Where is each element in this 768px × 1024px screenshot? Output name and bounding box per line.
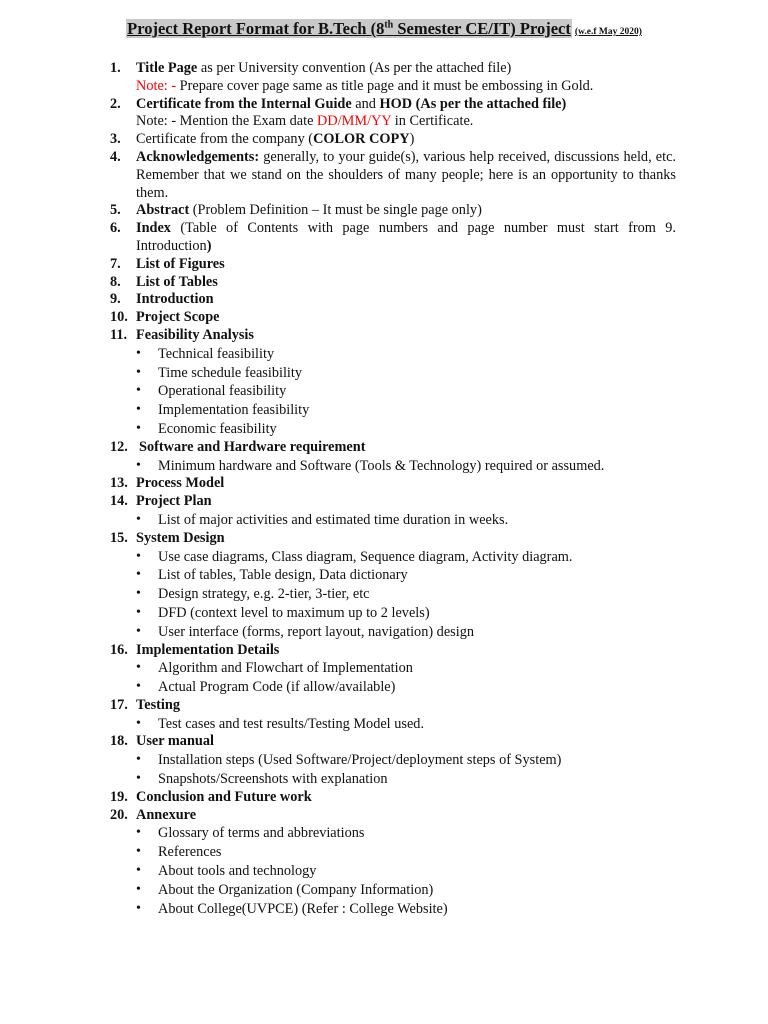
item-number: 8. (110, 273, 121, 290)
list-item-7 (0, 256, 768, 274)
item-heading: Index (136, 220, 171, 237)
item-number: 14. (110, 493, 128, 510)
bullet-icon: • (136, 679, 141, 695)
list-item-11 (0, 327, 768, 345)
sub-item-text: Implementation feasibility (158, 402, 310, 419)
item-heading: Introduction (136, 291, 214, 308)
bullet-icon: • (136, 511, 141, 527)
item-heading: Conclusion and Future work (136, 788, 312, 805)
list-item-13 (0, 475, 768, 493)
bullet-icon: • (136, 402, 141, 418)
sub-item-text: Glossary of terms and abbreviations (158, 825, 365, 842)
item-number: 7. (110, 255, 121, 272)
bullet-icon: • (136, 771, 141, 787)
sub-item (0, 566, 768, 585)
item-text: generally, to your guide(s), various help received, discussions held, etc. Remember that we stand on the shoulders of many people; here is an opportunity to thanks them. (136, 148, 676, 201)
sub-item-text: Design strategy, e.g. 2-tier, 3-tier, etc (158, 586, 370, 603)
item-number: 6. (110, 220, 121, 237)
item-text-end: ) (206, 237, 212, 254)
item-text: as per University convention (As per the attached file) (197, 60, 512, 76)
bullet-icon: • (136, 383, 141, 399)
title-superscript: th (384, 19, 394, 31)
list-item-15 (0, 530, 768, 548)
title-text-b: Semester CE/IT) Project (393, 19, 571, 38)
item-heading: Implementation Details (136, 641, 280, 658)
item-number: 3. (110, 131, 121, 148)
sub-item-text: Installation steps (Used Software/Project/deployment steps of System) (158, 752, 562, 769)
sub-item (0, 548, 768, 567)
sub-item (0, 511, 768, 530)
item-text: and (351, 95, 380, 112)
item-heading: System Design (136, 529, 225, 546)
bullet-icon: • (136, 715, 141, 731)
sub-item (0, 900, 768, 919)
sub-item-text: Technical feasibility (158, 345, 275, 362)
list-item-8 (0, 274, 768, 292)
list-item-18 (0, 733, 768, 751)
item-heading: Certificate from the Internal Guide (136, 95, 352, 112)
item-heading: List of Tables (136, 273, 218, 290)
bullet-icon: • (136, 586, 141, 602)
item-heading: Testing (136, 696, 180, 713)
item-heading: Process Model (136, 475, 225, 492)
sub-item (0, 659, 768, 678)
bullet-icon: • (136, 457, 141, 473)
sub-item (0, 382, 768, 401)
item-number: 16. (110, 641, 128, 658)
item-heading: Project Plan (136, 493, 212, 510)
item-number: 10. (110, 309, 128, 326)
item-number: 17. (110, 696, 128, 713)
item-text: (Table of Contents with page numbers and page number must start from 9. Introduction (136, 220, 676, 254)
bullet-icon: • (136, 548, 141, 564)
sub-item-text: DFD (context level to maximum up to 2 levels) (158, 604, 430, 621)
title-highlight (126, 19, 572, 38)
sub-item (0, 678, 768, 697)
list-item-6 (0, 220, 768, 256)
sub-item (0, 345, 768, 364)
date-format: DD/MM/YY (317, 113, 392, 130)
sub-item (0, 364, 768, 383)
sub-item (0, 862, 768, 881)
bullet-icon: • (136, 623, 141, 639)
item-text-end: ) (409, 131, 415, 148)
bullet-icon: • (136, 660, 141, 676)
item-number: 5. (110, 202, 121, 219)
sub-item-text: Economic feasibility (158, 420, 277, 437)
sub-item-text: Use case diagrams, Class diagram, Sequence diagram, Activity diagram. (158, 548, 573, 565)
item-heading: List of Figures (136, 255, 225, 272)
list-item-16 (0, 642, 768, 660)
item-number: 18. (110, 733, 128, 750)
note-text: Note: - Mention the Exam date (136, 113, 318, 130)
sub-item-text: Minimum hardware and Software (Tools & Technology) required or assumed. (158, 457, 605, 474)
report-section-list (0, 60, 768, 918)
item-heading-2: HOD (As per the attached file) (379, 95, 567, 112)
sub-item (0, 457, 768, 476)
sub-item-text: List of tables, Table design, Data dictionary (158, 567, 408, 584)
item-number: 19. (110, 788, 128, 805)
list-item-5 (0, 202, 768, 220)
sub-item-text: Algorithm and Flowchart of Implementation (158, 660, 413, 677)
bullet-icon: • (136, 364, 141, 380)
list-item-3 (0, 131, 768, 149)
item-number: 4. (110, 148, 121, 165)
item-heading: Acknowledgements: (136, 148, 260, 165)
list-item-1 (0, 60, 768, 96)
bullet-icon: • (136, 825, 141, 841)
bullet-icon: • (136, 900, 141, 916)
sub-item (0, 770, 768, 789)
list-item-19 (0, 789, 768, 807)
list-item-4 (0, 149, 768, 202)
sub-item (0, 420, 768, 439)
list-item-9 (0, 291, 768, 309)
item-heading: Annexure (136, 806, 197, 823)
sub-item (0, 843, 768, 862)
sub-item-text: Snapshots/Screenshots with explanation (158, 771, 388, 788)
sub-item-text: About tools and technology (158, 863, 317, 880)
sub-item-text: Operational feasibility (158, 383, 287, 400)
item-number: 1. (110, 60, 121, 76)
sub-item-text: User interface (forms, report layout, navigation) design (158, 623, 475, 640)
title-effective-date: (w.e.f May 2020) (574, 27, 642, 37)
sub-item-text: List of major activities and estimated time duration in weeks. (158, 511, 509, 528)
sub-item-text: About the Organization (Company Information) (158, 881, 434, 898)
list-item-2 (0, 96, 768, 132)
note-label: Note: - (136, 77, 177, 94)
bullet-icon: • (136, 863, 141, 879)
item-number: 11. (110, 326, 128, 343)
item-text: Certificate from the company ( (136, 131, 314, 148)
bullet-icon: • (136, 881, 141, 897)
note-text: Prepare cover page same as title page and it must be embossing in Gold. (176, 77, 594, 94)
item-heading: Software and Hardware requirement (139, 438, 366, 455)
note-text-end: in Certificate. (391, 113, 474, 130)
page-title (0, 19, 768, 42)
list-item-20 (0, 807, 768, 825)
item-number: 2. (110, 95, 121, 112)
sub-item-text: Actual Program Code (if allow/available) (158, 679, 396, 696)
item-number: 13. (110, 475, 128, 492)
list-item-10 (0, 309, 768, 327)
item-heading: Abstract (136, 202, 190, 219)
sub-item-text: References (158, 844, 222, 861)
sub-item (0, 401, 768, 420)
sub-item-text: Time schedule feasibility (158, 364, 303, 381)
item-heading: COLOR COPY (313, 131, 410, 148)
item-text: (Problem Definition – It must be single page only) (189, 202, 482, 219)
item-number: 12. (110, 438, 128, 455)
sub-item (0, 585, 768, 604)
sub-item (0, 751, 768, 770)
item-number: 15. (110, 529, 128, 546)
sub-item (0, 623, 768, 642)
sub-item-text: Test cases and test results/Testing Model used. (158, 715, 425, 732)
list-item-17 (0, 697, 768, 715)
list-item-14 (0, 493, 768, 511)
item-heading: Feasibility Analysis (136, 326, 254, 343)
bullet-icon: • (136, 567, 141, 583)
sub-item (0, 881, 768, 900)
sub-item (0, 604, 768, 623)
sub-item (0, 824, 768, 843)
item-number: 20. (110, 806, 128, 823)
bullet-icon: • (136, 752, 141, 768)
item-heading: Project Scope (136, 309, 220, 326)
sub-item-text: About College(UVPCE) (Refer : College Website) (158, 900, 448, 917)
item-number: 9. (110, 291, 121, 308)
bullet-icon: • (136, 844, 141, 860)
sub-item (0, 715, 768, 734)
item-heading: User manual (136, 733, 214, 750)
bullet-icon: • (136, 420, 141, 436)
bullet-icon: • (136, 345, 141, 361)
list-item-12 (0, 439, 768, 457)
bullet-icon: • (136, 604, 141, 620)
title-text-a: Project Report Format for B.Tech (8 (127, 19, 385, 38)
item-heading: Title Page (136, 60, 198, 76)
